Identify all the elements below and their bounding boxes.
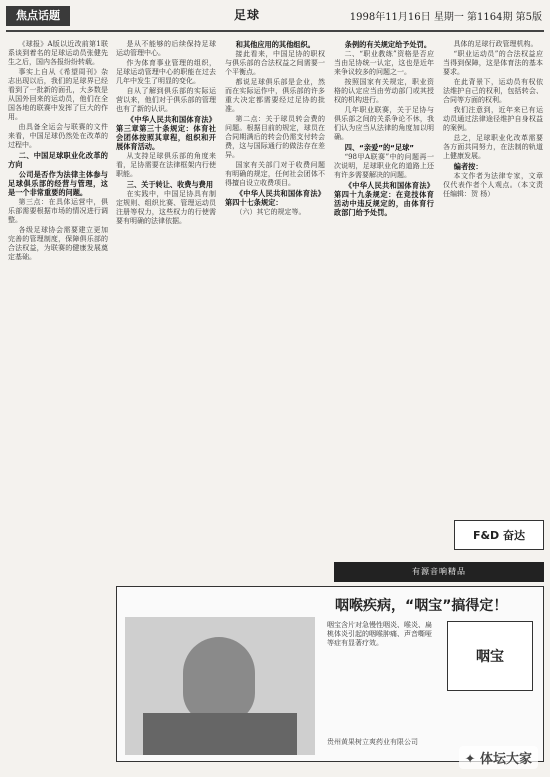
column-5-paragraph-7: 本文作者为法律专家，文章仅代表作者个人观点。（本文责任编辑：贺 杨） [443,172,543,198]
watermark-logo: ✦ 体坛大家 [459,746,538,769]
column-4-paragraph-7: 《中华人民共和国体育法》第四十九条规定：在竞技体育活动中违反规定的，由体育行政部门给予处罚。 [334,181,434,217]
column-5-paragraph-2: “职业运动员”的合法权益应当得到保障，这是体育法的基本要求。 [443,50,543,76]
column-1 [8,40,108,760]
ad-headline: 咽喉疾病，“咽宝”搞得定！ [335,598,508,614]
column-4-paragraph-3: 按照国家有关规定，职业资格的认定应当由劳动部门或其授权的机构进行。 [334,78,434,104]
portrait-head [183,637,255,723]
column-2-paragraph-2: 作为体育事业管理的组织，足球运动管理中心的职能在过去几年中发生了明显的变化。 [116,59,216,85]
column-1-paragraph-4: 二、中国足球职业化改革的方向 [8,151,108,169]
column-1-paragraph-2: 事实上自从《希望周刊》杂志出现以后，我们的足球界已经看到了一批新的面孔，大多数是从国外回来的运动员，他们在全国各地的联赛中发挥了巨大的作用。 [8,68,108,121]
column-3-paragraph-1: 和其他应用的其他组织。 [235,40,315,49]
column-4-paragraph-4: 几年职业联赛，关于足协与俱乐部之间的关系争论不休，我们认为应当从法律的角度加以明确。 [334,106,434,141]
column-5-paragraph-1: 具体的足球行政管理机构。 [453,40,538,48]
column-4-paragraph-1: 条例的有关规定给予处罚。 [344,40,432,49]
column-5-paragraph-5: 总之，足球职业化改革需要各方面共同努力，在法制的轨道上健康发展。 [443,134,543,160]
column-4-paragraph-5: 四、“亲爱”的“足球” [344,143,415,152]
column-1-paragraph-6: 第三点：在具体运营中，俱乐部需要根据市场的情况进行调整。 [8,198,108,224]
audio-ad-strip: 有源音响精品 [334,562,544,582]
ad-company: 贵州黄果树立爽药业有限公司 [327,738,418,746]
column-3-paragraph-7: （六）其它的规定等。 [235,208,306,216]
column-3-paragraph-6: 《中华人民共和国体育法》第四十七条规定： [225,189,325,207]
product-box: 咽宝 [447,621,533,691]
column-2-paragraph-5: 从支持足球俱乐部的角度来看，足协需要在法律框架内行使职能。 [116,152,216,178]
fd-logo-ad: F&D 奋达 [454,520,544,550]
column-4 [334,40,434,560]
section-tab: 焦点话题 [6,6,70,26]
column-3-paragraph-2: 接此看来，中国足协的职权与俱乐部的合法权益之间需要一个平衡点。 [225,50,325,76]
column-4-paragraph-6: “98甲A联赛”中的问题再一次说明，足球职业化的道路上还有许多需要解决的问题。 [334,153,434,179]
header-rule [6,30,544,32]
column-4-paragraph-2: 二、“职业教练”资格是否应当由足协统一认定，这也是近年来争议较多的问题之一。 [334,50,434,76]
column-2-paragraph-6: 三、关于转让、收费与费用 [126,180,214,189]
column-3 [225,40,325,600]
portrait-body [143,713,297,755]
ad-body-text: 咽宝含片对急慢性咽炎、喉炎、扁桃体炎引起的咽喉肿痛、声音嘶哑等症有显著疗效。 [327,621,432,647]
column-3-paragraph-5: 国家有关部门对于收费问题有明确的规定，任何社会团体不得擅自设立收费项目。 [225,161,325,187]
column-2-paragraph-3: 自从了解到俱乐部的实际运营以来，他们对于俱乐部的管理也有了新的认识。 [116,87,216,113]
ad-portrait-photo [125,617,315,755]
page-header [0,0,550,32]
column-2-paragraph-1: 是从不能够的后续保持足球运动管理中心。 [116,40,216,57]
masthead-title: 足球 [234,8,261,22]
medicine-advertisement [116,586,544,762]
column-5-paragraph-6: 编者按： [453,162,483,171]
column-3-paragraph-4: 第二点：关于球员转会费的问题。根据目前的规定，球员在合同期满后的转会仍需支付转会费，这与国际通行的做法存在差异。 [225,115,325,159]
column-5 [443,40,543,560]
column-2 [116,40,216,600]
column-1-paragraph-1: 《球报》A版以近改前第1联系谈到着名的足球运动员张健先生之后，国内各报纷纷转载。 [8,40,108,66]
dateline: 1998年11月16日 星期一 第1164期 第5版 [349,12,542,23]
column-5-paragraph-3: 在此背景下，运动员有权依法维护自己的权利，包括转会、合同等方面的权利。 [443,78,543,104]
column-1-paragraph-7: 各级足球协会需要建立更加完善的管理制度，保障俱乐部的合法权益，为联赛的健康发展奠定基础。 [8,226,108,261]
column-3-paragraph-3: 都说足球俱乐部是企业，然而在实际运作中，俱乐部的许多重大决定都需要经过足协的批准。 [225,78,325,113]
column-5-paragraph-4: 我们注意到，近年来已有运动员通过法律途径维护自身权益的案例。 [443,106,543,132]
column-1-paragraph-3: 由具备全运会与联赛的文件来看，中国足球仍然处在改革的过程中。 [8,123,108,149]
column-2-paragraph-7: 在实践中，中国足协具有制定规则、组织比赛、管理运动员注册等权力，这些权力的行使需要有明确的法律依据。 [116,190,216,225]
column-2-paragraph-4: 《中华人民共和国体育法》第三章第三十条规定：体育社会团体按照其章程，组织和开展体育活动。 [116,115,216,151]
column-1-paragraph-5: 公司是否作为法律主体参与足球俱乐部的经营与管理，这是一个非常重要的问题。 [8,170,108,197]
